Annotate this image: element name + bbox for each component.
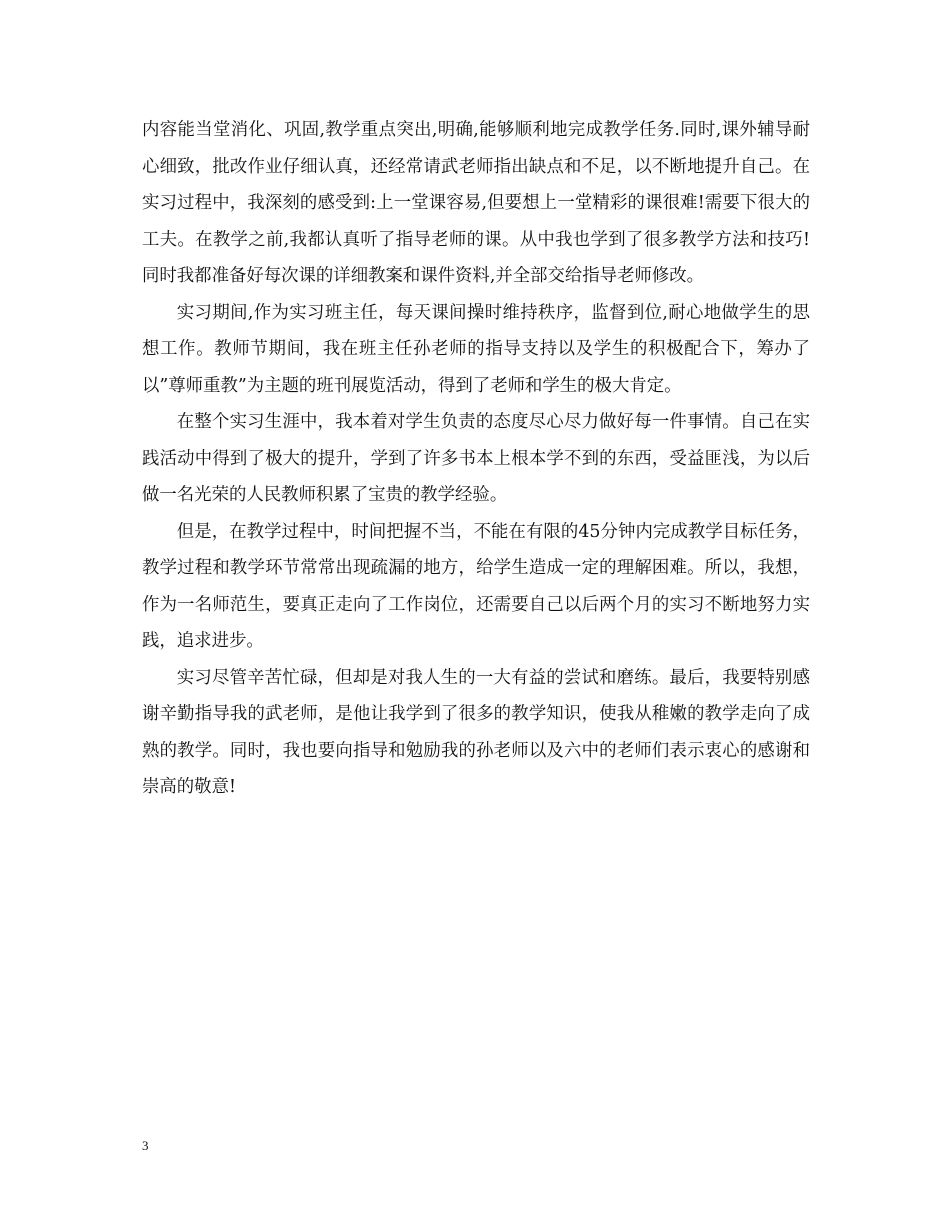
paragraph-class-teacher: 实习期间,作为实习班主任，每天课间操时维持秩序，监督到位,耐心地做学生的思想工作。教师节期间，我在班主任孙老师的指导支持以及学生的积极配合下，筹办了以”尊师重教”为主题的班刊展览活动，得到了老师和学生的极大肯定。 [142,302,810,396]
page-number: 3 [142,1138,149,1153]
paragraph-internship-gains: 在整个实习生涯中，我本着对学生负责的态度尽心尽力做好每一件事情。自己在实践活动中得到了极大的提升，学到了许多书本上根本学不到的东西，受益匪浅，为以后做一名光荣的人民教师积累了宝贵的教学经验。 [142,412,810,505]
document-body [142,112,810,806]
paragraph-shortcomings: 但是，在教学过程中，时间把握不当，不能在有限的45分钟内完成教学目标任务，教学过程和教学环节常常出现疏漏的地方，给学生造成一定的理解困难。所以，我想，作为一名师范生，要真正走向了工作岗位，还需要自己以后两个月的实习不断地努力实践，追求进步。 [142,521,810,651]
paragraph-continued: 内容能当堂消化、巩固,教学重点突出,明确,能够顺利地完成教学任务.同时,课外辅导耐心细致，批改作业仔细认真，还经常请武老师指出缺点和不足，以不断地提升自己。在实习过程中，我深刻的感受到:上一堂课容易,但要想上一堂精彩的课很难!需要下很大的工夫。在教学之前,我都认真听了指导老师的课。从中我也学到了很多教学方法和技巧!同时我都准备好每次课的详细教案和课件资料,并全部交给指导老师修改。 [142,120,810,286]
paragraph-acknowledgement: 实习尽管辛苦忙碌，但却是对我人生的一大有益的尝试和磨练。最后，我要特别感谢辛勤指导我的武老师，是他让我学到了很多的教学知识，使我从稚嫩的教学走向了成熟的教学。同时，我也要向指导和勉励我的孙老师以及六中的老师们表示衷心的感谢和崇高的敬意! [142,667,810,797]
